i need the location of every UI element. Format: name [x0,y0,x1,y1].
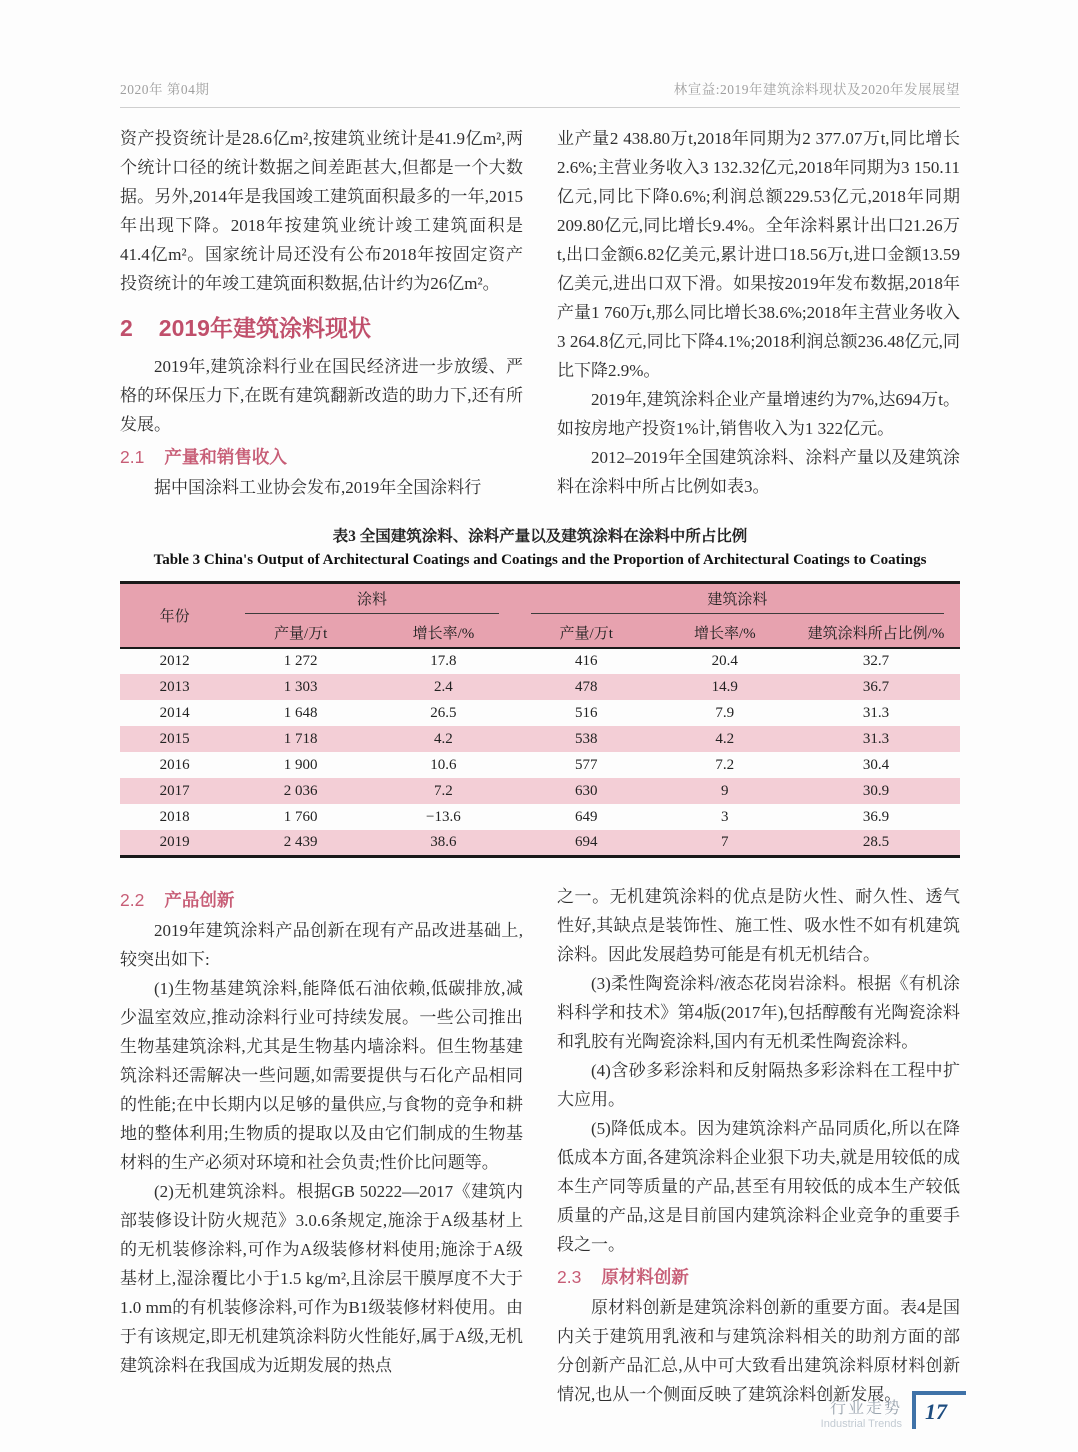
table-cell: 31.3 [862,704,890,721]
column-header-year: 年份 [159,609,190,625]
table-title-chinese: 表3 全国建筑涂料、涂料产量以及建筑涂料在涂料中所占比例 [332,528,748,545]
table-cell: 7 [721,833,729,850]
table-body [120,648,960,856]
table-row [120,674,960,700]
table-cell: 1 760 [283,808,318,825]
paragraph: 据中国涂料工业协会发布,2019年全国涂料行 [154,478,482,497]
section-title: 产品创新 [164,889,235,910]
table-cell: 10.6 [430,756,457,773]
column-header-output: 产量/万t [273,626,328,642]
section-title: 原材料创新 [601,1266,689,1287]
page-footer [821,1391,966,1430]
table-3 [120,581,960,858]
section-title: 产量和销售收入 [164,447,287,467]
table-row [120,752,960,778]
table-cell: 2019 [159,833,190,850]
table-cell: 2 439 [283,833,318,850]
table-cell: 2 036 [283,782,318,799]
paragraph: (4)含砂多彩涂料和反射隔热多彩涂料在工程中扩大应用。 [557,1060,960,1109]
table-cell: 20.4 [711,653,738,669]
table-cell: 9 [721,782,729,799]
table-cell: 7.2 [715,756,735,773]
table-cell: 2015 [159,730,190,747]
column-header-output-arch: 产量/万t [559,626,613,642]
table-cell: 1 303 [283,678,318,695]
table-cell: 2016 [159,756,190,773]
table-cell: 2012 [159,653,190,669]
table-cell: 36.7 [862,678,890,695]
table-title-english: Table 3 China's Output of Architectural Coatings and Coatings and the Proportion of Architectural Coatings to Coatings [153,552,927,568]
section-heading-2 [120,310,523,343]
table-header [120,583,960,649]
table-cell: 2018 [159,808,190,825]
table-cell: 30.4 [862,756,890,773]
table-cell: 7.2 [434,782,453,799]
paragraph: (5)降低成本。因为建筑涂料产品同质化,所以在降低成本方面,各建筑涂料企业狠下功夫,就是用较低的成本生产同等质量的产品,甚至有用较低的成本生产较低质量的产品,这是目前国内建筑涂料企业竞争的重要手段之一。 [557,1118,960,1254]
table-cell: 694 [574,833,598,850]
table-3-block [120,524,960,858]
section-number: 2.3 [557,1266,582,1287]
table-cell: 649 [574,808,598,825]
table-cell: 630 [574,782,598,799]
section-heading-2-1 [120,444,523,469]
section-number: 2.1 [120,447,145,467]
paragraph: (1)生物基建筑涂料,能降低石油依赖,低碳排放,减少温室效应,推动涂料行业可持续发展。一些公司推出生物基建筑涂料,尤其是生物基内墙涂料。但生物基建筑涂料还需解决一些问题,如需要提供与石化产品相同的性能;在中长期内以足够的量供应,与食物的竞争和耕地的整体利用;生物质的提取以及由它们制成的生物基材料的生产必须对环境和社会负责;性价比问题等。 [120,978,523,1172]
upper-left-column [120,124,523,502]
column-group-coatings: 涂料 [229,583,515,619]
running-title: 林宣益:2019年建筑涂料现状及2020年发展展望 [673,82,960,97]
table-cell: 38.6 [430,833,457,850]
column-header-proportion: 建筑涂料所占比例/% [807,626,945,642]
paragraph: 业产量2 438.80万t,2018年同期为2 377.07万t,同比增长2.6%;主营业务收入3 132.32亿元,2018年同期为3 150.11亿元,同比下降0.6%;利润总额229.53亿元,2018年同期209.80亿元,同比增长9.4%。全年涂料累计出口21.26万t,出口金额6.82亿美元,累计进口18.56万t,进口金额13.59亿美元,进出口双下滑。如果按2019年发布数据,2018年产量1 760万t,那么同比增长38.6%;2018年主营业务收入3 264.8亿元,同比下降4.1%;2018利润总额236.48亿元,同比下降2.9%。 [557,129,960,380]
table-row [120,648,960,674]
table-cell: 26.5 [430,704,457,721]
paragraph: 2012–2019年全国建筑涂料、涂料产量以及建筑涂料在涂料中所占比例如表3。 [557,448,960,496]
table-cell: 1 900 [283,756,318,773]
footer-section-english: Industrial Trends [820,1418,902,1430]
table-cell: 4.2 [434,730,453,747]
lower-left-column [120,882,523,1409]
table-row [120,778,960,804]
table-row [120,700,960,726]
table-cell: 17.8 [430,653,457,669]
paragraph: 2019年,建筑涂料企业产量增速约为7%,达694万t。如按房地产投资1%计,销售收入为1 322亿元。 [557,390,960,438]
table-cell: 31.3 [862,730,890,747]
table-cell: 7.9 [715,704,735,721]
table-cell: 14.9 [711,678,738,695]
table-cell: 538 [574,730,598,747]
table-cell: 1 272 [283,653,318,669]
section-number: 2 [120,315,133,341]
running-head [120,78,960,108]
paragraph: (3)柔性陶瓷涂料/液态花岗岩涂料。根据《有机涂料科学和技术》第4版(2017年),包括醇酸有光陶瓷涂料和乳胶有光陶瓷涂料,国内有无机柔性陶瓷涂料。 [557,973,960,1051]
paragraph: 2019年,建筑涂料行业在国民经济进一步放缓、严格的环保压力下,在既有建筑翻新改造的助力下,还有所发展。 [120,357,523,434]
table-cell: 30.9 [862,782,890,799]
table-cell: 2017 [159,782,190,799]
table-cell: 478 [574,678,598,695]
footer-section-labels [821,1391,902,1430]
paragraph: (2)无机建筑涂料。根据GB 50222—2017《建筑内部装修设计防火规范》3.0.6条规定,施涂于A级基材上的无机装修涂料,可作为A级装修材料使用;施涂于A级基材上,湿涂覆比小于1.5 kg/m²,且涂层干膜厚度不大于1.0 mm的有机装修涂料,可作为B1级装修材料使用。由于有该规定,即无机建筑涂料防火性能好,属于A级,无机建筑涂料在我国成为近期发展的热点 [120,1181,523,1375]
table-row [120,830,960,856]
paragraph: 资产投资统计是28.6亿m²,按建筑业统计是41.9亿m²,两个统计口径的统计数据之间差距甚大,但都是一个大数据。另外,2014年是我国竣工建筑面积最多的一年,2015年出现下降。2018年按建筑业统计竣工建筑面积是41.4亿m²。国家统计局还没有公布2018年按固定资产投资统计的年竣工建筑面积数据,估计约为26亿m²。 [120,129,523,293]
table-cell: 577 [574,756,598,773]
table-cell: 3 [721,808,729,825]
section-title: 2019年建筑涂料现状 [158,315,371,341]
section-heading-2-3 [557,1264,960,1289]
table-cell: 516 [574,704,598,721]
table-cell: 1 718 [283,730,318,747]
upper-right-column [557,124,960,502]
paragraph: 原材料创新是建筑涂料创新的重要方面。表4是国内关于建筑用乳液和与建筑涂料相关的助剂方面的部分创新产品汇总,从中可大致看出建筑涂料原材料创新情况,也从一个侧面反映了建筑涂料创新发展。 [557,1297,960,1404]
page-number: 17 [925,1399,947,1424]
upper-columns [120,124,960,502]
section-number: 2.2 [120,889,145,910]
table-cell: 2013 [159,678,190,695]
table-cell: 32.7 [862,653,890,669]
page-number-bracket [912,1391,966,1429]
column-header-growth: 增长率/% [412,626,475,642]
table-cell: 416 [574,653,598,669]
footer-section-chinese: 行业走势 [829,1400,902,1417]
table-cell: 4.2 [715,730,735,747]
table-cell: 36.9 [862,808,890,825]
table-cell: −13.6 [426,808,461,825]
table-cell: 28.5 [862,833,890,850]
lower-columns [120,882,960,1409]
paragraph: 之一。无机建筑涂料的优点是防火性、耐久性、透气性好,其缺点是装饰性、施工性、吸水性不如有机建筑涂料。因此发展趋势可能是有机无机结合。 [557,886,960,964]
column-header-growth-arch: 增长率/% [693,626,756,642]
lower-right-column [557,882,960,1409]
paragraph: 2019年建筑涂料产品创新在现有产品改进基础上,较突出如下: [120,920,523,969]
table-cell: 1 648 [283,704,318,721]
table-cell: 2014 [159,704,190,721]
table-cell: 2.4 [434,678,453,695]
table-row [120,804,960,830]
table-row [120,726,960,752]
issue-label: 2020年 第04期 [120,82,210,97]
section-heading-2-2 [120,887,523,912]
column-group-architectural-coatings: 建筑涂料 [515,583,960,619]
